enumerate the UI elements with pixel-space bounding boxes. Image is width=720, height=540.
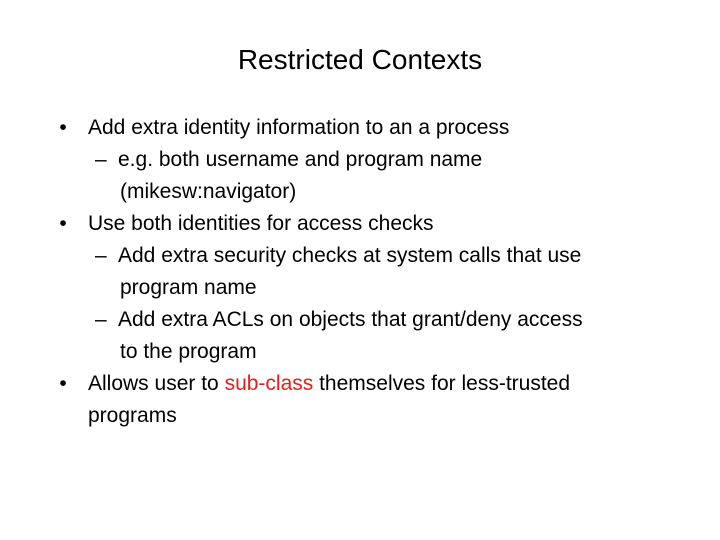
sub-list-item-continuation [0, 272, 720, 304]
sub-bullet-text-cont: to the program [120, 340, 257, 363]
highlight-text: sub-class [224, 372, 314, 395]
sub-bullet-text: e.g. both username and program name [118, 148, 483, 171]
slide-title: Restricted Contexts [237, 44, 483, 75]
bullet-text-cont: programs [88, 404, 177, 427]
sub-list-item [0, 304, 720, 336]
sub-bullet-text: Add extra ACLs on objects that grant/deny access [118, 308, 583, 331]
bullet-list [0, 112, 720, 432]
bullet-text [88, 368, 570, 400]
sub-bullet-text: Add extra security checks at system calls that use [118, 244, 582, 267]
sub-list-item-continuation [0, 176, 720, 208]
sub-list-item [0, 144, 720, 176]
sub-bullet-text-cont: program name [120, 276, 257, 299]
bullet-text: Use both identities for access checks [88, 212, 434, 235]
bullet-text: Add extra identity information to an a process [88, 116, 510, 139]
list-item [0, 368, 720, 400]
list-item-continuation [0, 400, 720, 432]
bullet-icon: • [59, 372, 67, 395]
bullet-icon: • [59, 116, 67, 139]
dash-icon: – [95, 148, 107, 171]
list-item [0, 112, 720, 144]
sub-list-item-continuation [0, 336, 720, 368]
bullet-text-after: themselves for less-trusted [313, 372, 571, 395]
sub-bullet-text-cont: (mikesw:navigator) [120, 180, 297, 203]
dash-icon: – [95, 244, 107, 267]
bullet-text-before: Allows user to [88, 372, 225, 395]
dash-icon: – [95, 308, 107, 331]
list-item [0, 208, 720, 240]
sub-list-item [0, 240, 720, 272]
bullet-icon: • [59, 212, 67, 235]
